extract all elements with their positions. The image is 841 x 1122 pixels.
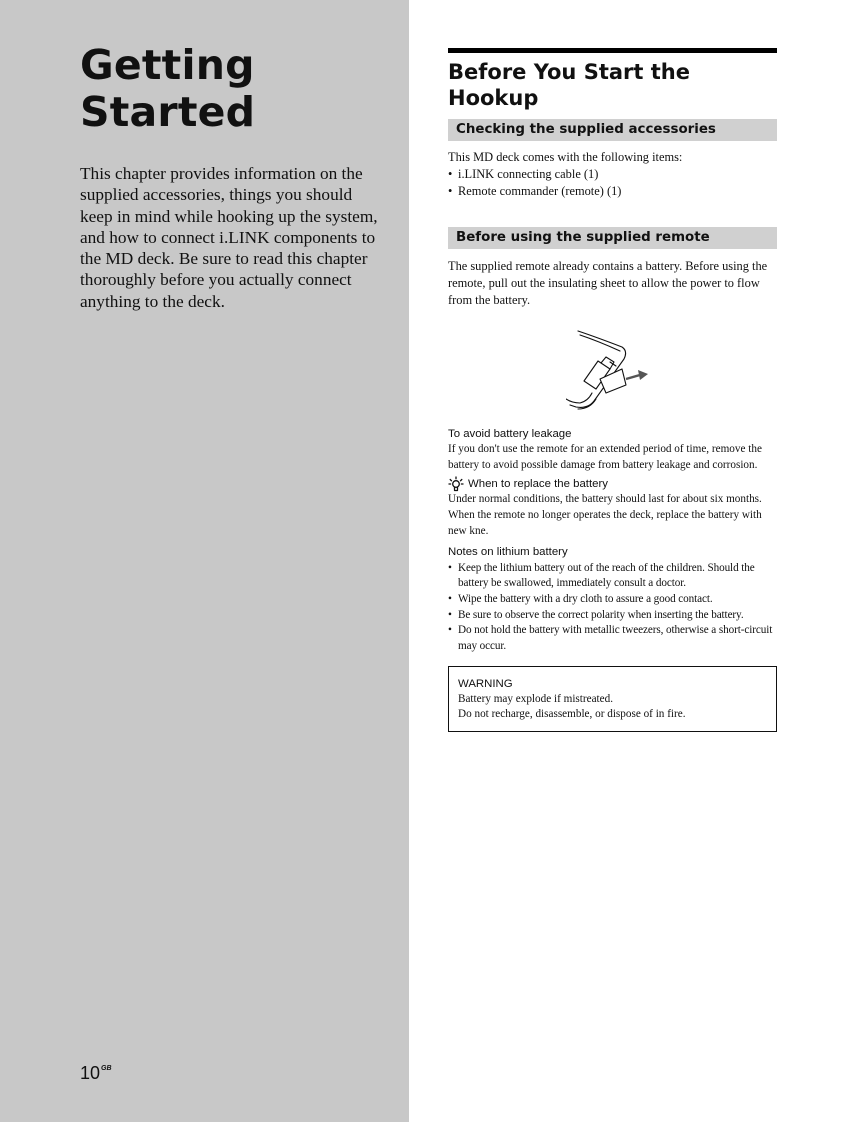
warning-line-2: Do not recharge, disassemble, or dispose of in fire.: [458, 708, 686, 721]
list-item: • i.LINK connecting cable (1): [448, 166, 777, 183]
list-item: • Wipe the battery with a dry cloth to assure a good contact.: [448, 592, 777, 608]
chapter-title-line-1: Getting: [80, 41, 255, 89]
replace-heading: When to replace the battery: [468, 478, 608, 491]
lithium-heading: Notes on lithium battery: [448, 545, 568, 558]
chapter-title: [80, 42, 255, 136]
section-title: [448, 59, 777, 111]
chapter-title-line-2: Started: [80, 88, 256, 136]
section-title-line-1: Before You Start the: [448, 60, 690, 84]
list-item: • Keep the lithium battery out of the reach of the children. Should the battery be swallowed, immediately consult a doctor.: [448, 561, 777, 592]
tip-heading-row: [448, 476, 777, 492]
remote-battery-drawing: [566, 329, 666, 419]
remote-heading: Before using the supplied remote: [448, 227, 777, 249]
remote-illustration: [448, 321, 777, 427]
chapter-sidebar: [0, 0, 409, 1122]
warning-title: WARNING: [458, 677, 513, 690]
list-item: • Remote commander (remote) (1): [448, 183, 777, 200]
accessories-list: [448, 166, 777, 200]
list-item: • Be sure to observe the correct polarity when inserting the battery.: [448, 608, 777, 624]
lightbulb-icon: [448, 476, 464, 492]
leakage-heading: To avoid battery leakage: [448, 428, 572, 440]
chapter-intro: This chapter provides information on the supplied accessories, things you should keep in mind while hooking up the system, and how to connect i.LINK components to the MD deck. Be sure to read this chapter thoroughly before you actually connect anything to the deck.: [80, 164, 378, 311]
accessories-intro: This MD deck comes with the following items:: [448, 150, 683, 164]
section-title-line-2: Hookup: [448, 86, 539, 110]
main-column: [448, 48, 777, 732]
warning-box: [448, 666, 777, 732]
accessories-heading: Checking the supplied accessories: [448, 119, 777, 141]
replace-text: Under normal conditions, the battery should last for about six months. When the remote no longer operates the deck, replace the battery with new kne.: [448, 493, 762, 537]
list-item: • Do not hold the battery with metallic tweezers, otherwise a short-circuit may occur.: [448, 623, 777, 654]
section-rule: [448, 48, 777, 53]
lithium-notes-list: [448, 561, 777, 655]
page-number-value: 10: [80, 1063, 101, 1083]
page-number: [80, 1063, 112, 1084]
leakage-text: If you don't use the remote for an extended period of time, remove the battery to avoid possible damage from battery leakage and corrosion.: [448, 443, 762, 471]
page-number-suffix: GB: [101, 1065, 112, 1072]
remote-text: The supplied remote already contains a battery. Before using the remote, pull out the insulating sheet to allow the power to flow from the battery.: [448, 259, 768, 307]
warning-line-1: Battery may explode if mistreated.: [458, 692, 614, 705]
